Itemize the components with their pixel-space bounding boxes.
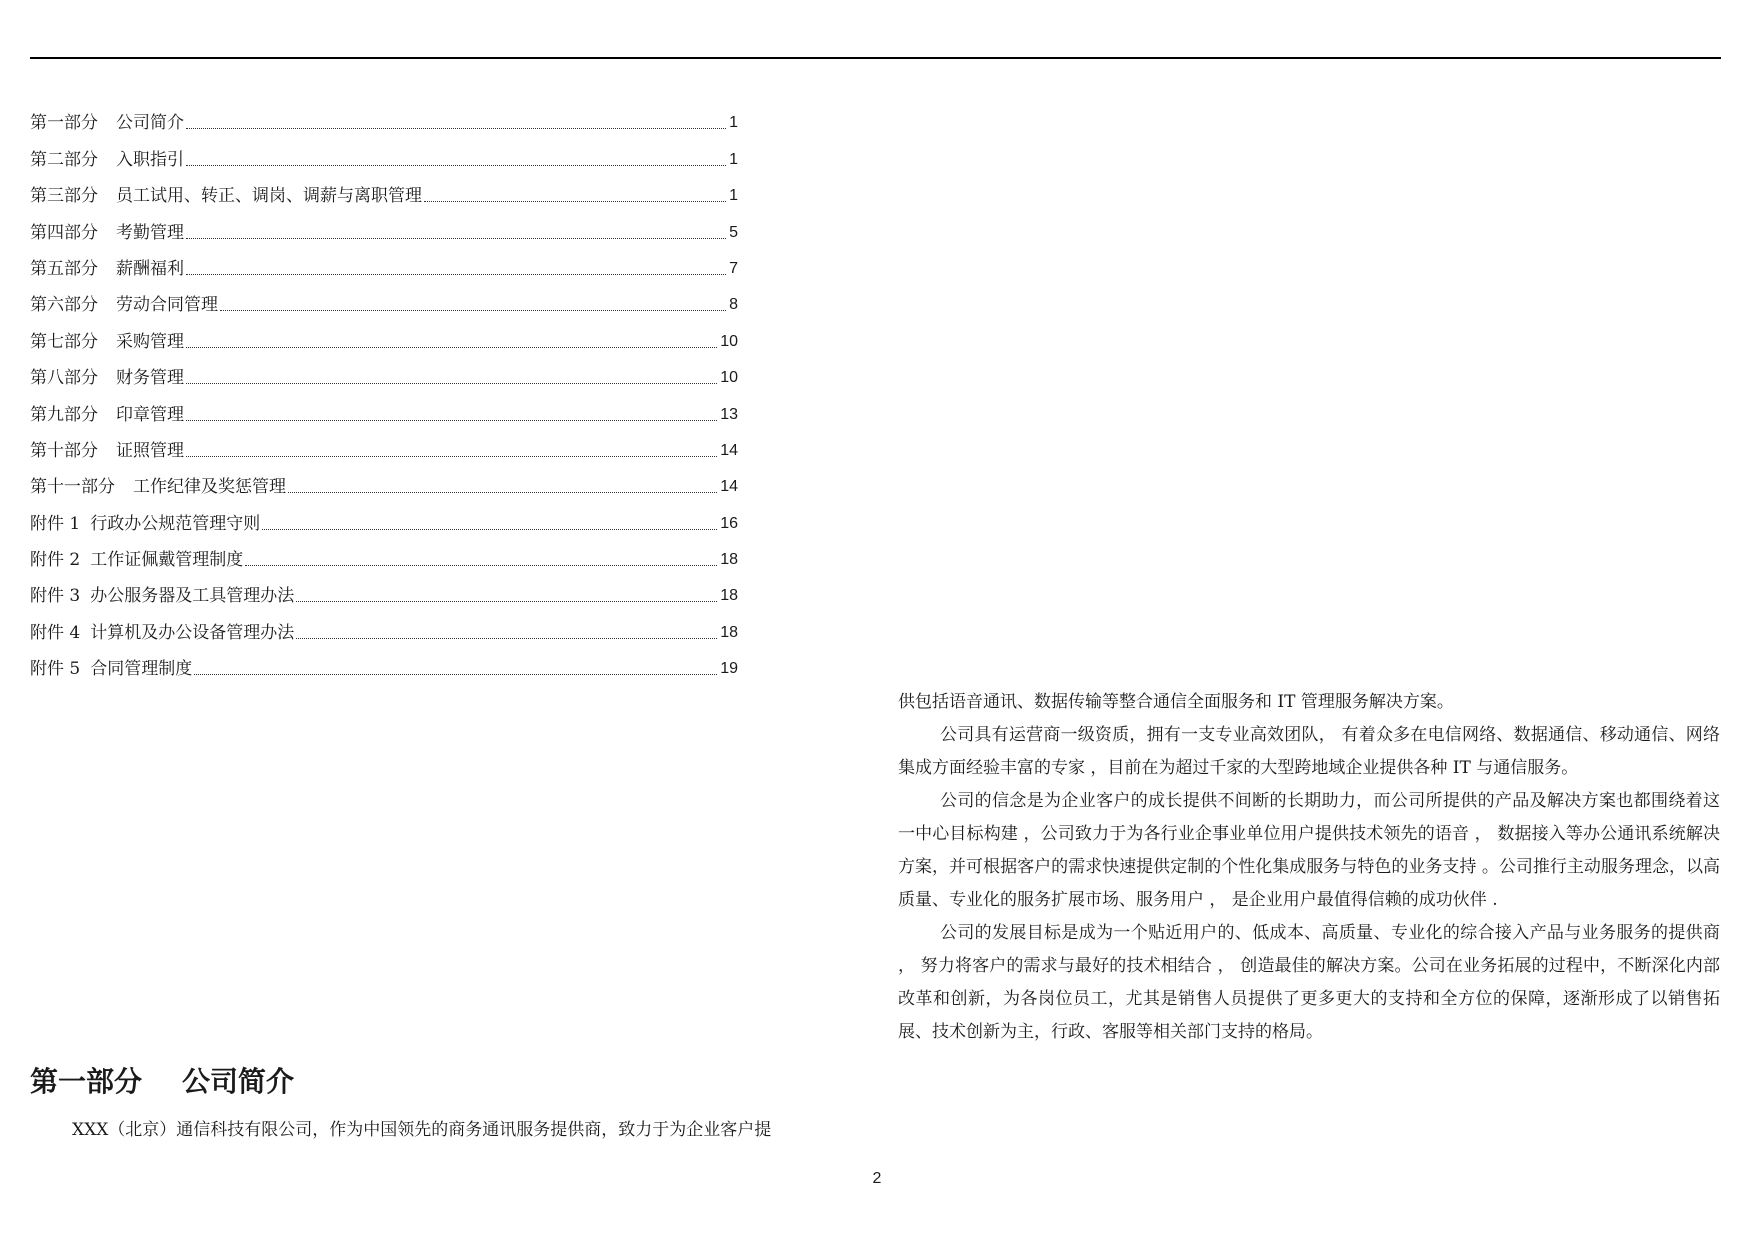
toc-entry-number: 第十一部分 <box>30 477 115 498</box>
toc-entry-page: 18 <box>720 623 738 641</box>
toc-entry-number: 附件 1 <box>30 513 81 534</box>
toc-entry-title: 公司简介 <box>116 113 184 134</box>
toc-entry-page: 14 <box>720 478 738 496</box>
toc-entry-page: 10 <box>720 369 738 387</box>
toc-entry-page: 10 <box>720 332 738 350</box>
toc-entry-number: 附件 2 <box>30 550 81 571</box>
toc-entry[interactable] <box>30 427 738 463</box>
body-text-column <box>898 686 1720 1049</box>
toc-entry-title: 财务管理 <box>116 368 184 389</box>
toc-entry[interactable] <box>30 463 738 499</box>
toc-entry-title: 合同管理制度 <box>90 659 193 680</box>
toc-entry-page: 1 <box>729 187 738 205</box>
toc-leader-dots <box>424 200 726 202</box>
toc-entry-title: 计算机及办公设备管理办法 <box>90 622 295 643</box>
toc-entry-page: 1 <box>729 150 738 168</box>
section-heading <box>30 1062 294 1102</box>
toc-entry[interactable] <box>30 208 738 244</box>
toc-leader-dots <box>296 600 717 602</box>
toc-entry-page: 16 <box>720 514 738 532</box>
toc-entry[interactable] <box>30 572 738 608</box>
toc-leader-dots <box>186 419 717 421</box>
toc-entry-number: 第十部分 <box>30 440 98 461</box>
toc-entry-number: 附件 4 <box>30 622 81 643</box>
toc-entry[interactable] <box>30 135 738 171</box>
toc-entry-number: 第七部分 <box>30 331 98 352</box>
toc-entry-page: 7 <box>729 259 738 277</box>
body-paragraph: 公司具有运营商一级资质，拥有一支专业高效团队， 有着众多在电信网络、数据通信、移动通信、网络集成方面经验丰富的专家 ，目前在为超过千家的大型跨地域企业提供各种 IT 与通信服务。 <box>898 725 1720 778</box>
toc-leader-dots <box>186 127 726 129</box>
toc-entry[interactable] <box>30 281 738 317</box>
toc-entry-number: 第五部分 <box>30 258 98 279</box>
toc-entry-page: 13 <box>720 405 738 423</box>
toc-entry-number: 附件 3 <box>30 586 81 607</box>
toc-leader-dots <box>194 673 717 675</box>
toc-entry-title: 办公服务器及工具管理办法 <box>90 586 295 607</box>
toc-entry-number: 第二部分 <box>30 149 98 170</box>
toc-entry[interactable] <box>30 645 738 681</box>
toc-entry-page: 5 <box>729 223 738 241</box>
toc-entry-title: 薪酬福利 <box>116 258 184 279</box>
toc-entry[interactable] <box>30 245 738 281</box>
section-part-label: 第一部分 <box>30 1065 143 1098</box>
toc-entry-title: 考勤管理 <box>116 222 184 243</box>
toc-entry-title: 工作纪律及奖惩管理 <box>133 477 286 498</box>
toc-entry[interactable] <box>30 354 738 390</box>
toc-entry-title: 劳动合同管理 <box>116 295 218 316</box>
toc-entry-title: 采购管理 <box>116 331 184 352</box>
toc-entry-title: 员工试用、转正、调岗、调薪与离职管理 <box>116 186 422 207</box>
table-of-contents <box>30 99 738 681</box>
toc-entry-title: 印章管理 <box>116 404 184 425</box>
intro-paragraph-start: XXX（北京）通信科技有限公司，作为中国领先的商务通讯服务提供商，致力于为企业客户提 <box>72 1120 772 1140</box>
section-title: 公司简介 <box>182 1065 295 1098</box>
toc-entry-number: 第六部分 <box>30 295 98 316</box>
toc-entry-number: 第三部分 <box>30 186 98 207</box>
toc-leader-dots <box>296 637 717 639</box>
toc-entry-number: 第九部分 <box>30 404 98 425</box>
toc-entry[interactable] <box>30 608 738 644</box>
toc-entry-page: 8 <box>729 296 738 314</box>
toc-entry-title: 证照管理 <box>116 440 184 461</box>
body-paragraph: 公司的发展目标是成为一个贴近用户的、低成本、高质量、专业化的综合接入产品与业务服务的提供商 ， 努力将客户的需求与最好的技术相结合 ， 创造最佳的解决方案。公司在业务拓展的过程中，不断深化内部改革和创新，为各岗位员工，尤其是销售人员提供了更多更大的支持和全方位的保障，逐渐形成了以销售拓展、技术创新为主，行政、客服等相关部门支持的格局。 <box>898 923 1720 1042</box>
toc-entry-page: 14 <box>720 441 738 459</box>
toc-entry-title: 工作证佩戴管理制度 <box>90 550 244 571</box>
toc-leader-dots <box>186 382 717 384</box>
toc-leader-dots <box>262 528 717 530</box>
toc-entry-number: 第四部分 <box>30 222 98 243</box>
toc-entry-title: 入职指引 <box>116 149 184 170</box>
toc-leader-dots <box>186 237 726 239</box>
toc-entry-page: 19 <box>720 660 738 678</box>
continuation-line: 供包括语音通讯、数据传输等整合通信全面服务和 IT 管理服务解决方案。 <box>898 692 1454 712</box>
toc-entry[interactable] <box>30 536 738 572</box>
page-number: 2 <box>872 1170 882 1187</box>
toc-leader-dots <box>186 455 717 457</box>
toc-leader-dots <box>186 164 726 166</box>
toc-entry-page: 1 <box>729 114 738 132</box>
toc-entry[interactable] <box>30 499 738 535</box>
toc-entry[interactable] <box>30 99 738 135</box>
toc-entry-title: 行政办公规范管理守则 <box>90 513 261 534</box>
toc-entry-page: 18 <box>720 587 738 605</box>
toc-entry-number: 附件 5 <box>30 659 81 680</box>
toc-leader-dots <box>220 309 726 311</box>
toc-entry[interactable] <box>30 390 738 426</box>
toc-entry-number: 第八部分 <box>30 368 98 389</box>
toc-leader-dots <box>245 564 717 566</box>
toc-entry[interactable] <box>30 172 738 208</box>
toc-entry-page: 18 <box>720 551 738 569</box>
toc-leader-dots <box>288 491 717 493</box>
body-paragraph: 公司的信念是为企业客户的成长提供不间断的长期助力，而公司所提供的产品及解决方案也都围绕着这一中心目标构建 ，公司致力于为各行业企事业单位用户提供技术领先的语音 ， 数据接入等办公通讯系统解决方案，并可根据客户的需求快速提供定制的个性化集成服务与特色的业务支持 。公司推行主动服务理念，以高质量、专业化的服务扩展市场、服务用户 ， 是企业用户最值得信赖的成功伙伴 . <box>898 791 1720 910</box>
toc-entry-number: 第一部分 <box>30 113 98 134</box>
toc-entry[interactable] <box>30 317 738 353</box>
toc-leader-dots <box>186 346 717 348</box>
header-rule <box>30 57 1721 59</box>
toc-leader-dots <box>186 273 726 275</box>
